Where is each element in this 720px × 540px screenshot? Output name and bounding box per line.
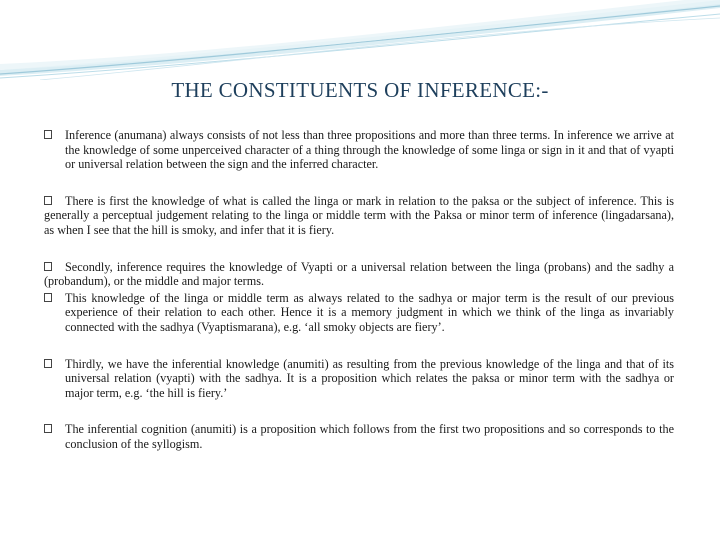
bullet-item <box>44 357 674 401</box>
bullet-text: The inferential cognition (anumiti) is a proposition which follows from the first two propositions and so corresponds to the conclusion of the syllogism. <box>65 422 674 451</box>
bullet-box-icon <box>44 424 52 433</box>
bullet-box-icon <box>44 196 52 205</box>
bullet-box-icon <box>44 130 52 139</box>
bullet-item <box>44 194 674 238</box>
page-title: THE CONSTITUENTS OF INFERENCE:- <box>171 78 549 102</box>
bullet-text: This knowledge of the linga or middle term as always related to the sadhya or major term is the result of our previous experience of their relation to each other. Hence it is a memory judgment in which we think of the linga as invariably connected with the sadhya (Vyaptismarana), e.g. ‘all smoky objects are fiery’. <box>65 290 674 334</box>
bullet-text: Inference (anumana) always consists of not less than three propositions and more than three terms. In inference we arrive at the knowledge of some unperceived character of a thing through the knowledge of some linga or sign in it and that of vyapti or universal relation between the sign and the inferred character. <box>65 128 674 172</box>
bullet-box-icon <box>44 262 52 271</box>
bullet-text: Secondly, inference requires the knowledge of Vyapti or a universal relation between the linga (probans) and the sadhy a (probandum), or the middle and major terms. <box>44 259 674 289</box>
decorative-swoosh <box>0 0 720 80</box>
bullet-item <box>44 260 674 289</box>
bullet-item <box>44 128 674 172</box>
bullet-text: Thirdly, we have the inferential knowledge (anumiti) as resulting from the previous knowledge of the linga and that of its universal relation (vyapti) with the sadhya. It is a proposition which relates the paksa or minor term with the sadhya or major term, e.g. ‘the hill is fiery.’ <box>65 356 674 400</box>
bullet-box-icon <box>44 359 52 368</box>
bullet-list <box>44 128 674 452</box>
bullet-item <box>44 291 674 335</box>
bullet-item <box>44 422 674 451</box>
bullet-text: There is first the knowledge of what is called the linga or mark in relation to the paksa or the subject of inference. This is generally a perceptual judgement relating to the linga or middle term with the Paksa or minor term of inference (lingadarsana), as when I see that the hill is smoky, and infer that it is fiery. <box>44 193 674 237</box>
bullet-box-icon <box>44 293 52 302</box>
